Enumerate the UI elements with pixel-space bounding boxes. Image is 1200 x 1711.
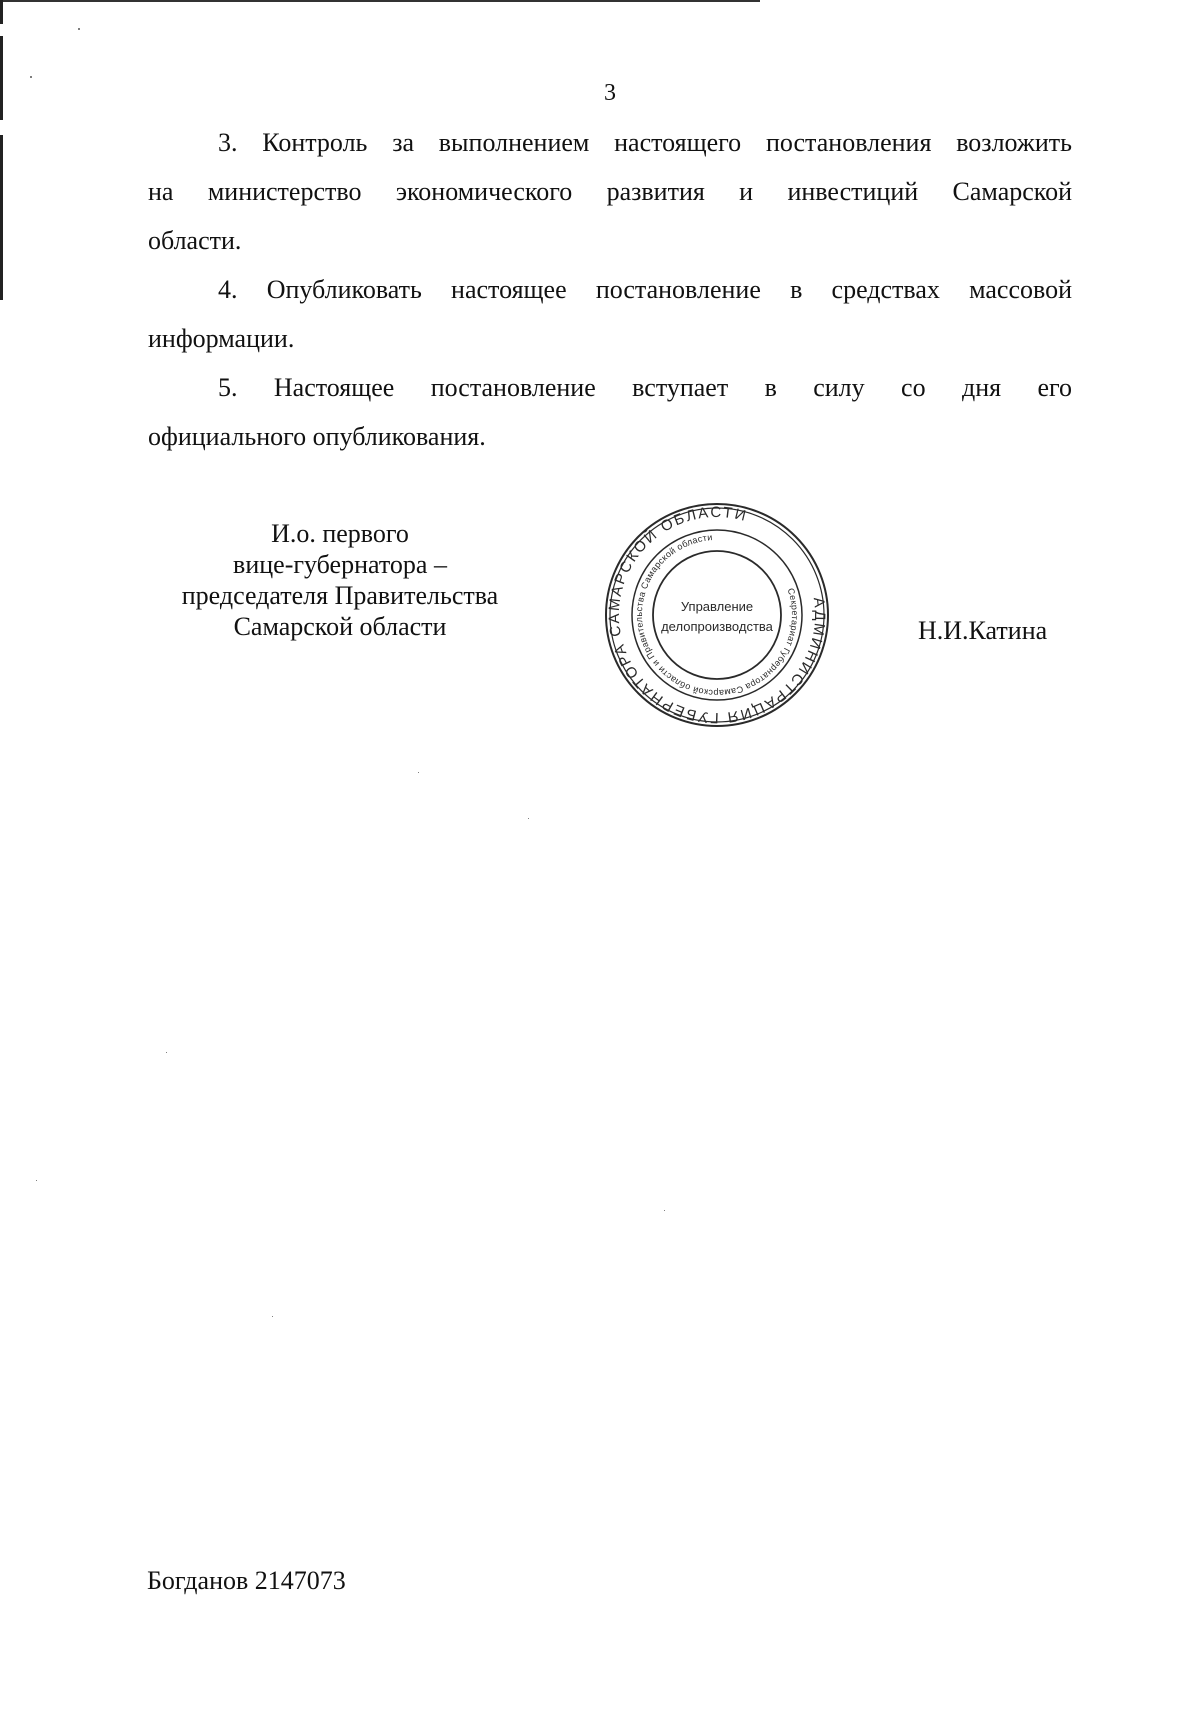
scan-artifact-left-edge xyxy=(0,0,3,300)
scan-speck xyxy=(30,76,32,78)
signer-position-line: Самарской области xyxy=(233,612,447,641)
paragraph-4-line-2: информации. xyxy=(148,324,295,353)
paragraph-text: Опубликовать настоящее постановление в средствах массовой xyxy=(266,275,1072,304)
signer-name: Н.И.Катина xyxy=(918,616,1048,645)
scan-speck xyxy=(78,28,80,30)
paragraph-text: Настоящее постановление вступает в силу со дня его xyxy=(273,373,1073,402)
scan-speck xyxy=(418,772,419,773)
paragraph-number: 5. xyxy=(218,373,238,402)
paragraph-3-line-2: на министерство экономического развития и инвестиций Самарской xyxy=(148,177,1072,206)
paragraph-5-line-2: официального опубликования. xyxy=(148,422,486,451)
scan-speck xyxy=(528,818,529,819)
paragraph-text: Контроль за выполнением настоящего постановления возложить xyxy=(262,128,1073,157)
signer-position-line: председателя Правительства xyxy=(181,581,499,610)
paragraph-number: 4. xyxy=(218,275,238,304)
seal-inner-text: Секретариат Губернатора Самарской области и Правительства Самарской области xyxy=(633,532,801,699)
seal-center-line: делопроизводства xyxy=(661,619,773,634)
signer-position xyxy=(150,518,530,642)
seal-outer-text: АДМИНИСТРАЦИЯ ГУБЕРНАТОРА САМАРСКОЙ ОБЛАСТИ xyxy=(605,503,829,727)
scan-speck xyxy=(166,1052,167,1053)
paragraph-5-line-1 xyxy=(148,363,1072,412)
official-seal xyxy=(602,500,832,730)
scan-speck xyxy=(272,1316,273,1317)
seal-center-line: Управление xyxy=(680,599,754,614)
paragraph-3-line-3: области. xyxy=(148,226,242,255)
signer-position-line: И.о. первого xyxy=(271,519,409,548)
paragraph-number: 3. xyxy=(218,128,238,157)
scan-speck xyxy=(36,1180,37,1181)
executor-contact: Богданов 2147073 xyxy=(147,1566,346,1595)
paragraph-3-line-1 xyxy=(148,118,1072,167)
scan-speck xyxy=(664,1210,665,1211)
scan-artifact-top-line xyxy=(0,0,760,2)
signer-position-line: вице-губернатора – xyxy=(233,550,447,579)
page-number: 3 xyxy=(604,80,616,106)
document-body xyxy=(148,118,1072,461)
paragraph-4-line-1 xyxy=(148,265,1072,314)
